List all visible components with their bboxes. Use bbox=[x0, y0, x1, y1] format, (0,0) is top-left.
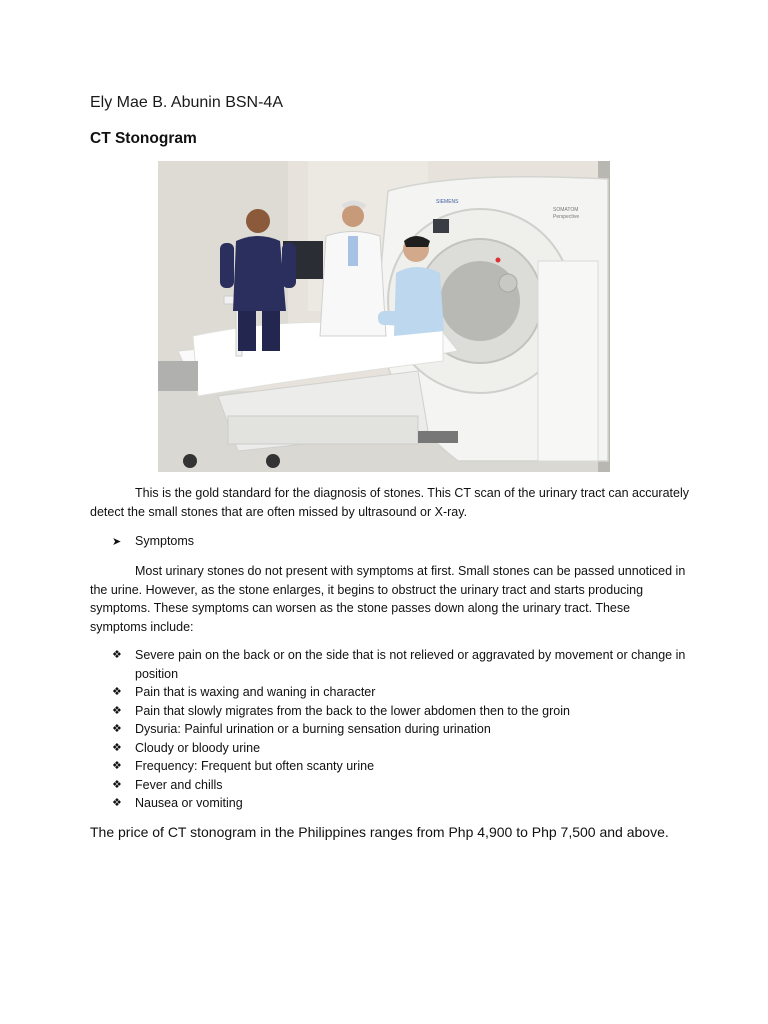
intro-paragraph bbox=[90, 484, 690, 521]
ct-scanner-photo bbox=[158, 161, 610, 472]
list-item: ❖ Dysuria: Painful urination or a burning sensation during urination bbox=[112, 720, 692, 739]
price-note: The price of CT stonogram in the Philippines ranges from Php 4,900 to Php 7,500 and above. bbox=[90, 824, 669, 840]
diamond-bullet-icon: ❖ bbox=[112, 649, 122, 661]
symptoms-list bbox=[112, 646, 692, 813]
list-item: ❖ Cloudy or bloody urine bbox=[112, 739, 692, 758]
symptoms-paragraph bbox=[90, 562, 690, 636]
author-line: Ely Mae B. Abunin BSN-4A bbox=[90, 94, 283, 111]
diamond-bullet-icon: ❖ bbox=[112, 704, 122, 717]
list-item: ❖ Pain that is waxing and waning in character bbox=[112, 683, 692, 702]
diamond-bullet-icon: ❖ bbox=[112, 797, 122, 809]
arrow-bullet-icon: ➤ bbox=[112, 536, 122, 548]
document-heading: CT Stonogram bbox=[90, 130, 197, 147]
list-item: ❖ Fever and chills bbox=[112, 776, 692, 795]
list-item: ❖ Pain that slowly migrates from the back to the lower abdomen then to the groin bbox=[112, 702, 692, 721]
symptoms-heading-item bbox=[112, 532, 194, 551]
diamond-bullet-icon: ❖ bbox=[112, 741, 122, 754]
gantry-model-text-1: SOMATOM bbox=[553, 207, 579, 213]
list-item: ❖ Nausea or vomiting bbox=[112, 794, 692, 813]
diamond-bullet-icon: ❖ bbox=[112, 686, 122, 698]
symptoms-text: Most urinary stones do not present with symptoms at first. Small stones can be passed unnoticed in the urine. However, as the stone enlarges, it begins to obstruct the urinary tract and starts producing symptoms. These symptoms can worsen as the stone passes down along the urinary tract. These symptoms include: bbox=[90, 564, 686, 634]
diamond-bullet-icon: ❖ bbox=[112, 778, 122, 791]
gantry-brand-text: SIEMENS bbox=[436, 199, 459, 205]
symptoms-label: Symptoms bbox=[135, 534, 195, 548]
list-item: ❖ Severe pain on the back or on the side that is not relieved or aggravated by movement or change in position bbox=[112, 648, 686, 681]
diamond-bullet-icon: ❖ bbox=[112, 723, 122, 735]
list-item: ❖ Frequency: Frequent but often scanty urine bbox=[112, 757, 692, 776]
diamond-bullet-icon: ❖ bbox=[112, 760, 122, 772]
gantry-model-text-2: Perspective bbox=[553, 214, 580, 220]
intro-text: This is the gold standard for the diagnosis of stones. This CT scan of the urinary tract can accurately detect the small stones that are often missed by ultrasound or X-ray. bbox=[90, 486, 689, 519]
